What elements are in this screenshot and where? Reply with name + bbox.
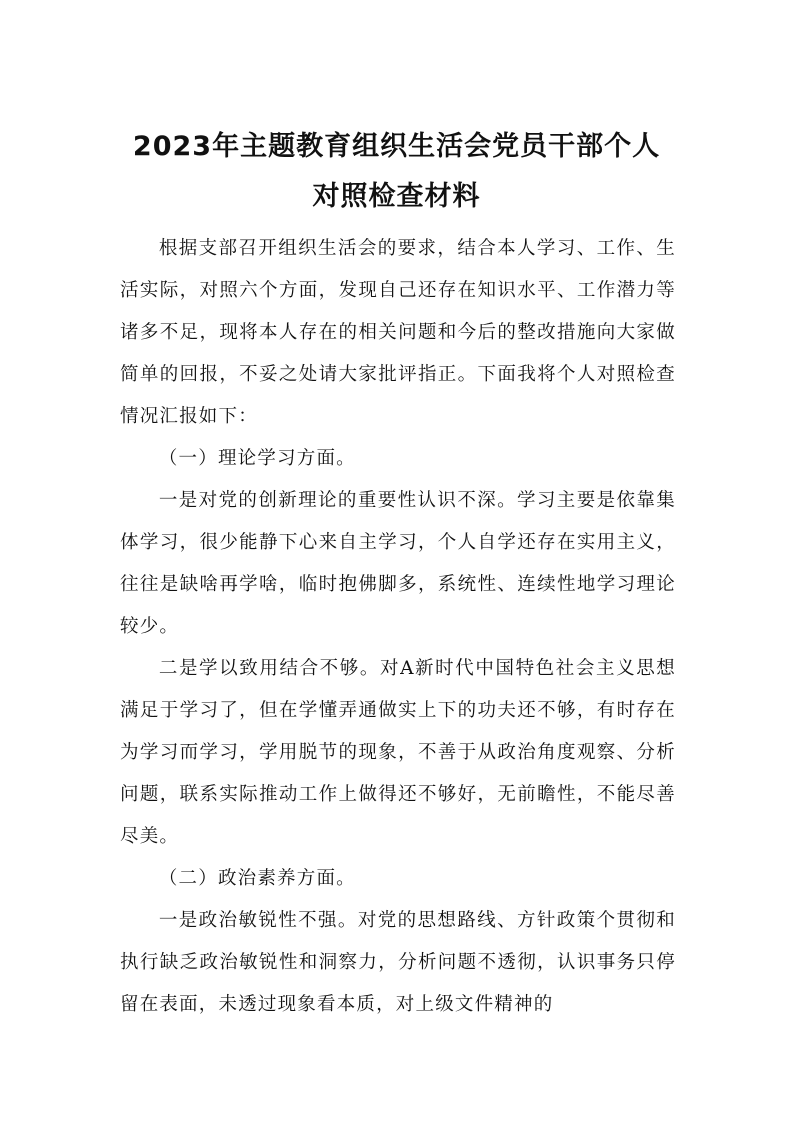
intro-paragraph: 根据支部召开组织生活会的要求，结合本人学习、工作、生活实际，对照六个方面，发现自己还存在知识水平、工作潜力等诸多不足，现将本人存在的相关问题和今后的整改措施向大家做简单的回报，不妥之处请大家批评指正。下面我将个人对照检查情况汇报如下：	[120, 238, 676, 427]
paragraph-theory-point-1: 一是对党的创新理论的重要性认识不深。学习主要是依靠集体学习，很少能静下心来自主学习，个人自学还存在实用主义，往往是缺啥再学啥，临时抱佛脚多，系统性、连续性地学习理论较少。	[120, 490, 676, 637]
document-title-line-1: 2023年主题教育组织生活会党员干部个人	[132, 131, 661, 162]
paragraph-theory-point-2: 二是学以致用结合不够。对A新时代中国特色社会主义思想满足于学习了，但在学懂弄通做实上下的功夫还不够，有时存在为学习而学习，学用脱节的现象，不善于从政治角度观察、分析问题，联系实际推动工作上做得还不够好，无前瞻性，不能尽善尽美。	[120, 658, 676, 847]
section-heading-theory: （一）理论学习方面。	[158, 448, 356, 469]
section-heading-political: （二）政治素养方面。	[158, 868, 356, 889]
document-title-line-2: 对照检查材料	[312, 181, 481, 212]
paragraph-political-point-1: 一是政治敏锐性不强。对党的思想路线、方针政策个贯彻和执行缺乏政治敏锐性和洞察力，分析问题不透彻，认识事务只停留在表面，未透过现象看本质，对上级文件精神的	[120, 910, 676, 1015]
document-body	[120, 228, 676, 1026]
